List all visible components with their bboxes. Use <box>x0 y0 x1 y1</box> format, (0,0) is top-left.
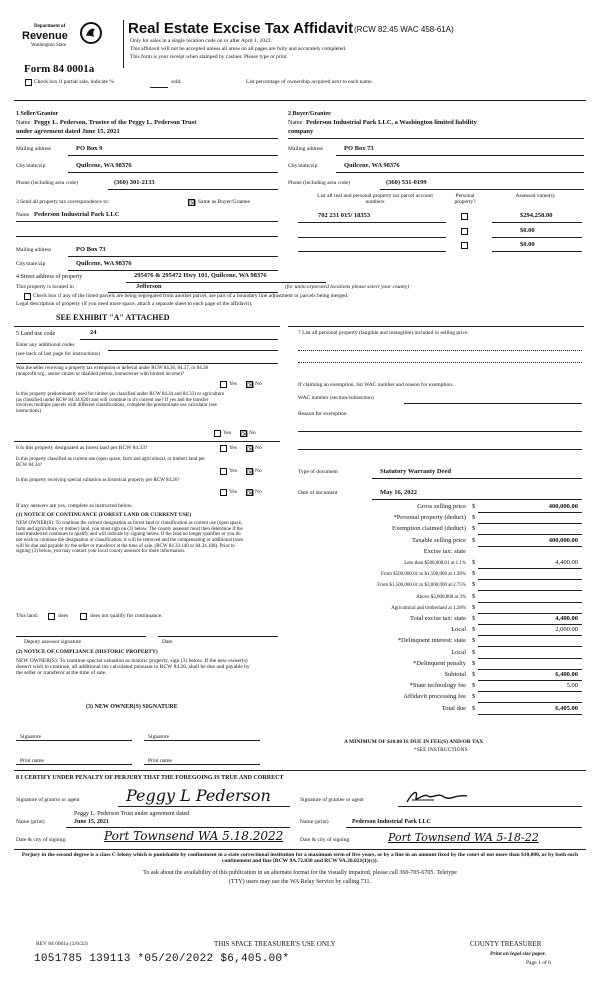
field-rule <box>478 669 582 670</box>
field-rule <box>492 237 582 238</box>
header-sub1: Only for sales in a single location code on or after April 1, 2022. <box>130 38 272 44</box>
claim-exemption-label: If claiming an exemption, list WAC number and reason for exemption. <box>298 382 454 388</box>
section3-city-label: City/state/zip <box>16 261 46 267</box>
yes-label: Yes <box>229 489 238 495</box>
field-rule <box>16 236 278 237</box>
land-use-field[interactable]: 24 <box>90 329 97 336</box>
located-in-label: This property is located in <box>16 284 74 290</box>
assessed-value-field[interactable]: $294,258.00 <box>520 212 553 219</box>
field-rule <box>478 512 582 513</box>
grantee-name-field[interactable]: Pederson Industrial Park LLC <box>352 819 431 825</box>
section-rule <box>14 100 586 101</box>
calc-label: *Delinquent penalty <box>413 660 466 667</box>
print-name-label: Print name <box>20 758 44 764</box>
field-rule <box>108 189 278 190</box>
personal-property-checkbox[interactable] <box>461 242 468 249</box>
field-rule <box>478 646 582 647</box>
assessed-value-field[interactable]: $0.00 <box>520 241 535 248</box>
grantor-signature-field[interactable]: Peggy L Pederson <box>126 786 271 805</box>
rev-number: REV 84 0001a (3/8/22) <box>36 941 88 947</box>
historic-question: Is this property receiving special valuation as historical property per RCW 84.26? <box>16 478 180 483</box>
grantee-signature-label: Signature of grantee or agent <box>300 797 364 803</box>
field-rule <box>68 256 278 257</box>
header-sub2: This affidavit will not be accepted unless all areas on all pages are fully and accurately completed. <box>130 46 347 52</box>
dept-line3: Washington State <box>31 43 67 48</box>
field-rule <box>346 827 582 828</box>
no-label: No <box>249 430 256 436</box>
seller-name-field[interactable]: Peggy L. Pederson, Trustee of the Peggy L. Pederson Trust <box>34 119 197 126</box>
dollar-sign: $ <box>472 671 476 678</box>
field-rule <box>66 827 290 828</box>
field-rule <box>478 579 582 580</box>
section-rule <box>14 849 586 850</box>
doc-type-label: Type of document <box>298 469 338 475</box>
this-land-label: This land: <box>16 613 39 619</box>
grantor-date-city-field[interactable]: Port Townsend WA 5.18.2022 <box>104 829 284 843</box>
field-rule <box>492 222 582 223</box>
deputy-signature-field[interactable] <box>16 636 146 637</box>
seller-name-field-line2[interactable]: under agreement dated June 15, 2021 <box>16 128 120 135</box>
form-title-ref: (RCW 82.45 WAC 458-61A) <box>354 25 454 34</box>
field-rule <box>492 251 582 252</box>
field-rule <box>478 534 582 535</box>
dollar-sign: $ <box>472 514 476 521</box>
buyer-name-field-line2[interactable]: company <box>288 128 314 135</box>
dollar-sign: $ <box>472 593 476 600</box>
availability-note-line2: (TTY) users may use the WA Relay Service by calling 711. <box>228 879 372 885</box>
partial-percent-field[interactable] <box>150 87 168 88</box>
seller-mailing-label: Mailing address <box>16 146 52 152</box>
calc-label: From $1,500,000.01 to $3,000,000 at 2.75% <box>377 583 466 588</box>
county-note: (for unincorporated locations please select your county) <box>285 284 410 290</box>
land-use-label: 5 Land use code <box>16 331 56 337</box>
field-rule <box>372 478 582 479</box>
form-number: Form 84 0001a <box>24 63 95 75</box>
name-print-label: Name (print) <box>300 819 329 825</box>
date-city-label: Date & city of signing: <box>16 837 67 843</box>
yes-label: Yes <box>229 468 238 474</box>
dept-line1: Department of <box>34 24 66 29</box>
doc-date-field[interactable]: May 16, 2022 <box>380 489 418 496</box>
parcel-col-header: List all real and personal property tax parcel account numbers <box>317 193 433 206</box>
dollar-sign: $ <box>472 693 476 700</box>
field-rule <box>478 714 582 715</box>
calc-label: Subtotal <box>444 671 466 678</box>
partial-sale-checkbox[interactable] <box>25 79 32 86</box>
dept-line2: Revenue <box>22 30 68 42</box>
section3-mailing-field[interactable]: PO Box 73 <box>76 246 106 253</box>
signature-label: Signature <box>20 734 42 740</box>
exemption-question: Was the seller receiving a property tax exemption or deferral under RCW 84.36, 84.37, or 84.38 (nonprofit org., senior citizen or disabled person, homeowner with limited income)? <box>16 366 208 377</box>
forest-yes-checkbox[interactable] <box>220 445 227 452</box>
field-rule <box>298 222 446 223</box>
section3-mailing-label: Mailing address <box>16 247 52 253</box>
calc-value-field[interactable]: 400,000.00 <box>548 503 578 510</box>
exemption-reason-label: Reason for exemption <box>298 411 347 417</box>
dollar-sign: $ <box>472 705 476 712</box>
print-name-label: Print name <box>148 758 172 764</box>
field-rule <box>380 189 584 190</box>
field-rule <box>298 251 446 252</box>
grantor-name-field[interactable]: Peggy L. Pederson Trust under agreement dated <box>74 811 190 817</box>
doc-type-field[interactable]: Statutory Warranty Deed <box>380 468 452 475</box>
field-rule <box>478 691 582 692</box>
same-as-buyer-checkbox[interactable]: ☒ <box>189 199 197 208</box>
no-label: No <box>255 468 262 474</box>
seller-city-label: City/state/zip <box>16 163 46 169</box>
personal-property-list-label: 7 List all personal property (tangible and intangible) included in selling price. <box>298 330 469 336</box>
dollar-sign: $ <box>472 503 476 510</box>
dollar-sign: $ <box>472 615 476 622</box>
forest-land-question: 6 Is this property designated as forest land per RCW 84.33? <box>16 445 148 451</box>
exemption-reason-field[interactable] <box>298 449 582 450</box>
county-field[interactable]: Jefferson <box>136 283 162 290</box>
name-print-label: Name (print) <box>16 819 45 825</box>
field-rule <box>16 363 278 364</box>
field-rule <box>478 624 582 625</box>
calc-label: Excise tax: state <box>423 548 466 555</box>
assessed-value-col-header: Assessed value(s) <box>515 193 555 199</box>
street-address-field[interactable]: 295476 & 295472 Hwy 101, Quilcene, WA 98376 <box>134 272 267 279</box>
dollar-sign: $ <box>472 537 476 544</box>
yes-label: Yes <box>229 381 238 387</box>
buyer-phone-label: Phone (including area code) <box>288 180 350 186</box>
section3-city-field[interactable]: Quilcene, WA 98376 <box>76 260 132 267</box>
personal-property-field[interactable] <box>298 350 582 351</box>
field-rule <box>68 270 278 271</box>
street-address-label: 4 Street address of property <box>16 274 83 280</box>
buyer-city-label: City/state/zip <box>288 163 318 169</box>
calc-label: *State technology fee <box>409 682 466 689</box>
buyer-mailing-label: Mailing address <box>288 146 324 152</box>
current-use-no-checkbox[interactable]: ☒ <box>247 468 255 477</box>
calc-label: Local <box>451 626 466 633</box>
dollar-sign: $ <box>472 660 476 667</box>
notice-compliance-body: NEW OWNER(S): To continue special valuation as historic property, sign (3) below. If the new owner(s) doesn't wish to continue, all additional tax calculated pursuant to RCW 84.26, shall be due and payable by the seller or transferor at the time of sale. <box>16 658 250 677</box>
calc-value-field[interactable]: 4,400.00 <box>555 615 578 622</box>
wac-number-label: WAC number (section/subsection) <box>298 395 374 401</box>
calc-value-field[interactable]: 5.00 <box>566 682 578 689</box>
segregated-label: Check box if any of the listed parcels are being segregated from another parcel, are part of a boundary line adjustment or parcels being merged. <box>33 293 349 299</box>
field-rule <box>478 602 582 603</box>
calc-value-field[interactable]: 400,000.00 <box>548 537 578 544</box>
no-label: No <box>255 445 262 451</box>
segregated-checkbox[interactable] <box>24 293 31 300</box>
date-label: Date <box>162 639 173 645</box>
land-does-not-checkbox[interactable] <box>80 613 87 620</box>
calc-label: Total due <box>441 705 466 712</box>
timber-yes-checkbox[interactable] <box>214 430 221 437</box>
calc-label: Total excise tax: state <box>409 615 466 622</box>
dollar-sign: $ <box>472 581 476 588</box>
notice-compliance-title: (2) NOTICE OF COMPLIANCE (HISTORIC PROPERTY) <box>16 649 158 655</box>
field-rule <box>478 546 582 547</box>
exemption-reason-field[interactable] <box>298 431 582 432</box>
forest-no-checkbox[interactable]: ☒ <box>247 445 255 454</box>
new-owner-signature-heading: (3) NEW OWNER(S) SIGNATURE <box>86 704 178 710</box>
field-rule <box>288 138 584 139</box>
see-back-note: (see back of last page for instructions) <box>16 351 100 357</box>
dollar-sign: $ <box>472 682 476 689</box>
does-not-label: does not qualify for continuance. <box>90 613 163 619</box>
timber-no-checkbox[interactable]: ☒ <box>241 430 249 439</box>
signature-label: Signature <box>148 734 170 740</box>
does-label: does <box>58 613 69 619</box>
field-rule <box>398 806 582 807</box>
calc-value-field[interactable]: 4,400.00 <box>555 559 578 566</box>
additional-codes-label: Enter any additional codes <box>16 342 75 348</box>
land-does-checkbox[interactable] <box>48 613 55 620</box>
partial-sale-label: Check box if partial sale, indicate % <box>34 79 114 85</box>
field-rule <box>478 523 582 524</box>
form-title: Real Estate Excise Tax Affidavit <box>128 20 354 37</box>
dollar-sign: $ <box>472 604 476 611</box>
historic-yes-checkbox[interactable] <box>220 489 227 496</box>
field-rule <box>478 590 582 591</box>
additional-codes-field[interactable] <box>108 350 278 351</box>
buyer-name-field[interactable]: Pederson Industrial Park LLC, a Washington limited liability <box>306 119 477 126</box>
dollar-sign: $ <box>472 570 476 577</box>
dollar-sign: $ <box>472 637 476 644</box>
field-rule <box>298 237 446 238</box>
calc-label: *Personal property (deduct) <box>393 514 466 521</box>
section-rule <box>288 326 584 327</box>
calc-label: Gross selling price <box>417 503 466 510</box>
yes-label: Yes <box>223 430 232 436</box>
availability-note: To ask about the availability of this publication in an alternate format for the visually impaired, please call 360-705-6705. Teletype <box>143 870 457 876</box>
seller-name-label: Name <box>16 120 31 126</box>
section-rule <box>14 326 280 327</box>
current-use-yes-checkbox[interactable] <box>220 468 227 475</box>
field-rule <box>478 613 582 614</box>
no-label: No <box>255 489 262 495</box>
grantee-date-city-field[interactable]: Port Townsend WA 5-18-22 <box>388 831 539 844</box>
calc-label: Taxable selling price <box>411 537 466 544</box>
calc-value-field[interactable]: 6,400.00 <box>555 671 578 678</box>
same-as-buyer-label: Same as Buyer/Grantee <box>198 199 250 205</box>
field-rule <box>372 499 582 500</box>
personal-property-checkbox[interactable] <box>461 213 468 220</box>
section3-heading: 3 Send all property tax correspondence to: <box>16 199 110 205</box>
legal-description-field[interactable]: SEE EXHIBIT "A" ATTACHED <box>56 313 170 322</box>
calc-label: Local <box>451 649 466 656</box>
field-rule <box>478 680 582 681</box>
minimum-fee-note: A MINIMUM OF $10.00 IS DUE IN FEE(S) AND/OR TAX <box>344 739 484 745</box>
seller-city-field[interactable]: Quilcene, WA 98376 <box>76 162 132 169</box>
personal-property-field[interactable] <box>298 362 582 363</box>
personal-property-checkbox[interactable] <box>461 228 468 235</box>
certify-statement: 8 I CERTIFY UNDER PENALTY OF PERJURY THAT THE FOREGOING IS TRUE AND CORRECT <box>16 775 284 781</box>
grantor-name-field-line2[interactable]: June 15, 2021 <box>74 819 109 825</box>
field-rule <box>118 806 290 807</box>
header-sub3: This form is your receipt when stamped by cashier. Please type or print. <box>130 54 288 60</box>
field-rule <box>80 339 278 340</box>
treasurer-space-label: THIS SPACE TREASURER'S USE ONLY <box>214 940 336 948</box>
exemption-yes-checkbox[interactable] <box>220 381 227 388</box>
page-number: Page 1 of 6 <box>526 960 551 966</box>
notice-continuance-body: NEW OWNER(S): To continue the current designation as forest land or classification as current use (open space, farm and agriculture, or timber) land, you must sign on (3) below. The county assessor must then determine if the land transferred continues to qualify and will indicate by signing below. If the land no longer qualifies or you do not wish to continue the designation or classification, it will be removed and the compensating or additional taxes will be due and payable by the seller or transferor at the time of sale. (RCW 84.33.140 or 84.34.108). Prior to signing (3) below, you may contact your local county assessor for more information. <box>16 521 244 555</box>
buyer-name-label: Name <box>288 120 303 126</box>
buyer-phone-field[interactable]: (360) 531-0199 <box>386 179 427 186</box>
current-use-question: Is this property classified as current use (open space, farm and agricultural, or timber) land per RCW 84.34? <box>16 457 205 468</box>
buyer-mailing-field[interactable]: PO Box 73 <box>344 145 374 152</box>
if-yes-note: If any answers are yes, complete as instructed below. <box>16 503 133 509</box>
parcel-number-field[interactable]: 702 231 015/ 18353 <box>318 212 371 219</box>
field-rule <box>336 172 584 173</box>
personal-property-col-header: Personal property? <box>454 193 476 206</box>
calc-value-field[interactable]: 2,000.00 <box>555 626 578 633</box>
calc-label: Less than $500,000.01 at 1.1% <box>404 561 466 566</box>
header-divider <box>123 20 124 68</box>
field-rule <box>16 221 278 222</box>
seller-phone-label: Phone (including area code) <box>16 180 78 186</box>
doc-date-label: Date of document <box>298 490 338 496</box>
field-rule <box>478 568 582 569</box>
calc-label: Above $3,000,000 at 3% <box>416 595 466 600</box>
legal-description-label: Legal description of property (if you need more space, attach a separate sheet to each page of the affidavit). <box>16 301 253 307</box>
deputy-date-field[interactable] <box>158 636 278 637</box>
calc-label: Exemption claimed (deduct) <box>391 525 466 532</box>
buyer-heading: 2 Buyer/Grantee <box>288 111 331 117</box>
field-rule <box>336 155 584 156</box>
historic-no-checkbox[interactable]: ☒ <box>247 489 255 498</box>
deputy-signature-label: Deputy assessor signature <box>24 639 82 645</box>
calc-label: *Delinquent interest: state <box>397 637 466 644</box>
field-rule <box>478 658 582 659</box>
field-rule <box>478 635 582 636</box>
dollar-sign: $ <box>472 525 476 532</box>
exemption-no-checkbox[interactable]: ☒ <box>247 381 255 390</box>
field-rule <box>68 172 278 173</box>
date-city-label: Date & city of signing: <box>300 837 351 843</box>
seller-mailing-field[interactable]: PO Box 9 <box>76 145 103 152</box>
dollar-sign: $ <box>472 649 476 656</box>
grantor-signature-label: Signature of grantor or agent <box>16 797 80 803</box>
wac-number-field[interactable] <box>404 403 582 404</box>
calc-label: Agricultural and timberland at 1.28% <box>391 606 466 611</box>
calc-label: From $500,000.01 to $1,500,000 at 1.28% <box>381 572 466 577</box>
notice-continuance-title: (1) NOTICE OF CONTINUANCE (FOREST LAND OR CURRENT USE) <box>16 512 192 518</box>
field-rule <box>478 702 582 703</box>
section-rule <box>14 441 280 442</box>
field-rule <box>16 138 278 139</box>
section3-name-field[interactable]: Pederson Industrial Park LLC <box>34 211 120 218</box>
list-percentage-note: List percentage of ownership acquired next to each name. <box>246 79 373 85</box>
no-label: No <box>255 381 262 387</box>
washington-seal-icon <box>80 22 102 44</box>
county-treasurer-label: COUNTY TREASURER <box>470 940 542 948</box>
seller-phone-field[interactable]: (360) 301-2133 <box>114 179 155 186</box>
yes-label: Yes <box>229 445 238 451</box>
see-instructions-note: *SEE INSTRUCTIONS <box>414 747 468 753</box>
calc-value-field[interactable]: 6,405.00 <box>555 705 578 712</box>
assessed-value-field[interactable]: $0.00 <box>520 227 535 234</box>
seller-heading: 1 Seller/Grantor <box>16 111 59 117</box>
grantee-signature-field[interactable] <box>404 788 470 806</box>
treasurer-receipt-stamp: 1051785 139113 *05/20/2022 $6,405.00* <box>34 953 290 965</box>
partial-sold-label: sold. <box>171 79 182 85</box>
dollar-sign: $ <box>472 626 476 633</box>
dollar-sign: $ <box>472 559 476 566</box>
section3-name-label: Name <box>16 212 30 218</box>
field-rule <box>68 155 278 156</box>
legal-size-note: Print on legal size paper. <box>490 951 547 957</box>
buyer-city-field[interactable]: Quilcene, WA 98376 <box>344 162 400 169</box>
calc-label: Affidavit processing fee <box>403 693 466 700</box>
section-rule <box>14 770 586 771</box>
timber-question: Is this property predominately used for timber (as classified under RCW 84.34 and 84.33) or agriculture (as classified under RCW 84.34.020) and will continue in it's current use? If yes and the transfer involves multiple parcels with different classifications, complete the predominate use calculator (see instructions) <box>16 392 225 414</box>
perjury-warning: Perjury in the second degree is a class C felony which is punishable by confinement in a state correctional institution for a maximum term of five years, or by a fine in an amount fixed by the court of not more than $10,000, or by both such confinement and fine (RCW 9A.72.030 and RCW 9A.20.021(1)(c)). <box>21 852 579 865</box>
